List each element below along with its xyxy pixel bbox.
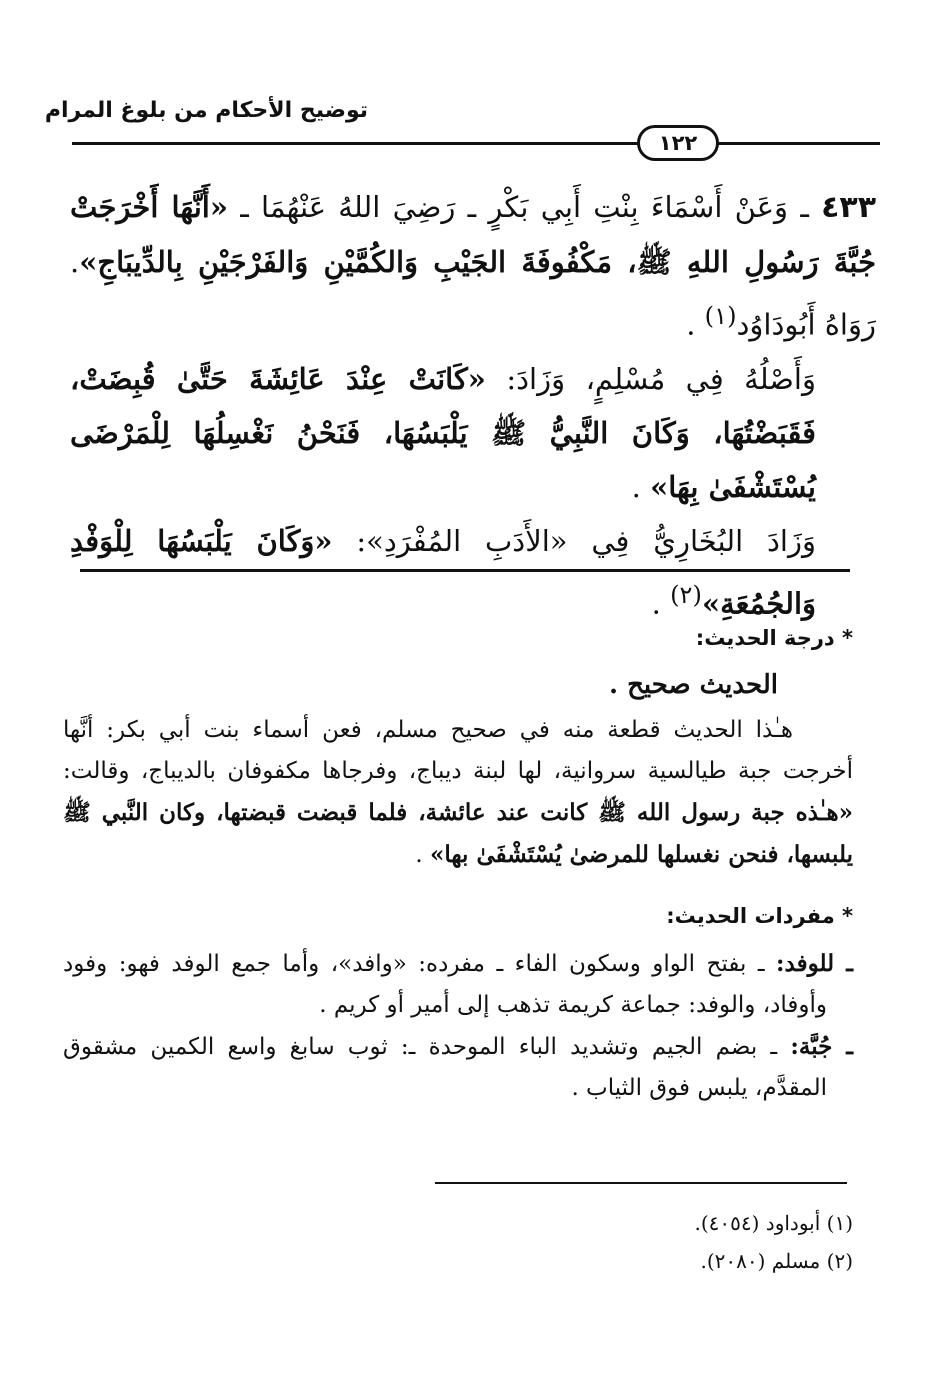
footnote-ref-2: (٢) xyxy=(670,580,702,609)
commentary-paragraph xyxy=(63,710,853,876)
hadith-block xyxy=(70,180,876,630)
vocab-definition-jubbah: ـ بضم الجيم وتشديد الباء الموحدة ـ: ثوب سابغ واسع الكمين مشقوق المقدَّم، يلبس فوق الثياب . xyxy=(63,1034,827,1101)
vocabulary-heading: * مفردات الحديث: xyxy=(666,904,853,928)
hadith-period-1: . xyxy=(686,307,705,342)
vocab-term-jubbah: ـ جُبَّة: xyxy=(790,1033,853,1060)
vocab-definition-wafd: ـ بفتح الواو وسكون الفاء ـ مفرده: «وافد»، وأما جمع الوفد فهو: وفود وأوفاد، والوفد: جماعة كريمة تذهب إلى أمير أو كريم . xyxy=(63,951,827,1018)
footnote-1: (١) أبوداود (٤٠٥٤). xyxy=(694,1211,853,1235)
addition-muslim-intro: وَأَصْلُهُ فِي مُسْلِمٍ، وَزَادَ: xyxy=(485,361,816,396)
hadith-period-3: . xyxy=(651,586,671,621)
section-divider xyxy=(80,569,850,572)
commentary-quote: «هـٰذه جبة رسول الله ﷺ كانت عند عائشة، فلما قبضت قبضتها، وكان النَّبي ﷺ يلبسها، فنحن نغسلها للمرضىٰ يُسْتَشْفَىٰ بها» xyxy=(63,799,853,868)
addition-muslim-quote: «كَانَتْ عِنْدَ عَائِشَةَ حَتَّىٰ قُبِضَتْ، فَقَبَضْتُهَا، وَكَانَ النَّبِيُّ ﷺ يَلْبَسُهَا، فَنَحْنُ نَغْسِلُهَا لِلْمَرْضَى يُسْتَشْفَىٰ بِهَا» xyxy=(70,361,816,504)
footnote-rule xyxy=(435,1182,847,1184)
vocab-item-jubbah xyxy=(63,1026,853,1109)
commentary-period: . xyxy=(415,842,431,868)
footnote-2: (٢) مسلم (٢٠٨٠). xyxy=(700,1249,853,1273)
vocab-term-wafd: ـ للوفد: xyxy=(776,950,853,977)
hadith-dash: ـ xyxy=(788,190,822,224)
hadith-quote: «أَنَّهَا أَخْرَجَتْ جُبَّةَ رَسُولِ اللهِ ﷺ، مَكْفُوفَةَ الجَيْبِ وَالكُمَّيْنِ وَالفَرْجَيْنِ بِالدِّيبَاجِ» xyxy=(70,190,876,279)
footnote-ref-1: (١) xyxy=(704,302,737,330)
vocab-item-wafd xyxy=(63,943,853,1026)
degree-value: الحديث صحيح . xyxy=(609,670,778,700)
commentary-block xyxy=(63,618,853,1109)
page-number: ١٢٢ xyxy=(637,125,719,161)
addition-bukhari-intro: وَزَادَ البُخَارِيُّ فِي «الأَدَبِ المُفْرَدِ»: xyxy=(332,523,816,558)
hadith-addition-muslim xyxy=(70,352,876,514)
header-rule xyxy=(72,142,880,145)
hadith-rawah: . رَوَاهُ أَبُودَاوُد xyxy=(70,245,876,342)
hadith-period-2: . xyxy=(631,469,651,504)
addition-bukhari-quote: «وَكَانَ يَلْبَسُهَا لِلْوَفْدِ وَالجُمُعَةِ» xyxy=(70,523,816,621)
degree-heading: * درجة الحديث: xyxy=(695,626,853,650)
hadith-paragraph xyxy=(70,180,876,352)
hadith-number: ٤٣٣ xyxy=(821,190,877,225)
commentary-text: هـٰذا الحديث قطعة منه في صحيح مسلم، فعن أسماء بنت أبي بكر: أنَّها أخرجت جبة طيالسية سروانية، لها لبنة ديباج، وفرجاها مكفوفان بالديباج، وقالت: xyxy=(63,717,853,784)
footnotes xyxy=(694,1204,853,1280)
hadith-narration: وَعَنْ أَسْمَاءَ بِنْتِ أَبِي بَكْرٍ ـ رَضِيَ اللهُ عَنْهُمَا ـ xyxy=(227,190,789,224)
running-header-title: توضيح الأحكام من بلوغ المرام xyxy=(44,98,368,123)
